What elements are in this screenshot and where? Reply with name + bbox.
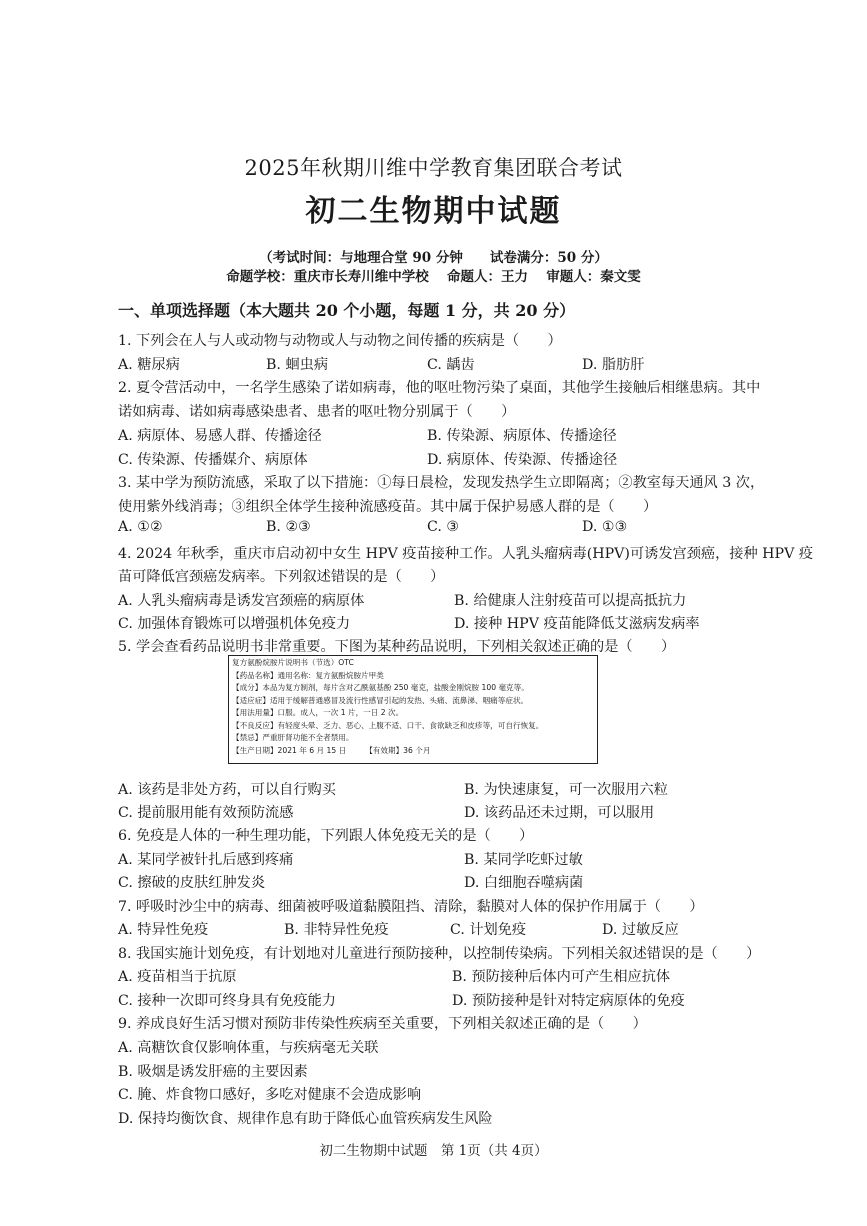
question-2-stem-line2: 诺如病毒、诺如病毒感染患者、患者的呕吐物分别属于（ ） [118, 404, 516, 420]
question-8-stem: 8. 我国实施计划免疫，有计划地对儿童进行预防接种，以控制传染病。下列相关叙述错误的是（ ） [118, 946, 761, 962]
question-9-option-a: A. 高糖饮食仅影响体重，与疾病毫无关联 [118, 1040, 379, 1056]
question-2-option-b: B. 传染源、病原体、传播途径 [427, 428, 617, 444]
question-1-stem: 1. 下列会在人与人或动物与动物或人与动物之间传播的疾病是（ ） [118, 333, 562, 349]
question-1-option-b: B. 蛔虫病 [266, 357, 329, 373]
drug-label-line: 【生产日期】2021 年 6 月 15 日 【有效期】36 个月 [232, 745, 431, 755]
question-4-stem-line1: 4. 2024 年秋季，重庆市启动初中女生 HPV 疫苗接种工作。人乳头瘤病毒(HPV)可诱发宫颈癌，接种 HPV 疫 [118, 546, 814, 562]
question-9-stem: 9. 养成良好生活习惯对预防非传染性疾病至关重要，下列相关叙述正确的是（ ） [118, 1016, 647, 1032]
question-3-option-d: D. ①③ [582, 519, 628, 535]
question-7-stem: 7. 呼吸时沙尘中的病毒、细菌被呼吸道黏膜阻挡、清除，黏膜对人体的保护作用属于（ ） [118, 899, 704, 915]
question-9-option-d: D. 保持均衡饮食、规律作息有助于降低心血管疾病发生风险 [118, 1111, 493, 1127]
question-2-option-c: C. 传染源、传播媒介、病原体 [118, 452, 308, 468]
drug-label-line: 【不良反应】有轻度头晕、乏力、恶心、上腹不适、口干、食欲缺乏和皮疹等，可自行恢复。 [232, 720, 544, 730]
drug-instruction-label [228, 655, 598, 764]
question-8-option-b: B. 预防接种后体内可产生相应抗体 [452, 969, 671, 985]
paper-title: 初二生物期中试题 [305, 194, 562, 229]
question-6-option-c: C. 擦破的皮肤红肿发炎 [118, 875, 266, 891]
question-2-option-a: A. 病原体、易感人群、传播途径 [118, 428, 322, 444]
question-5-option-c: C. 提前服用能有效预防流感 [118, 805, 294, 821]
question-3-option-c: C. ③ [427, 519, 460, 535]
question-3-stem-line2: 使用紫外线消毒；③组织全体学生接种流感疫苗。其中属于保护易感人群的是（ ） [118, 499, 658, 515]
drug-label-line: 【成分】本品为复方制剂，每片含对乙酰氨基酚 250 毫克，盐酸金刚烷胺 100 毫克等。 [232, 683, 529, 692]
question-1-option-c: C. 龋齿 [427, 357, 475, 373]
question-4-option-d: D. 接种 HPV 疫苗能降低艾滋病发病率 [454, 616, 700, 632]
question-4-option-b: B. 给健康人注射疫苗可以提高抵抗力 [454, 593, 687, 609]
question-1-option-a: A. 糖尿病 [118, 357, 180, 373]
question-3-option-b: B. ②③ [266, 519, 311, 535]
question-6-option-b: B. 某同学吃虾过敏 [464, 852, 583, 868]
drug-label-line: 复方氨酚烷胺片说明书（节选）OTC [232, 658, 354, 667]
drug-label-line: 【药品名称】通用名称：复方氨酚烷胺片甲类 [232, 670, 384, 680]
question-5-option-b: B. 为快速康复，可一次服用六粒 [464, 782, 668, 798]
drug-label-line: 【用法用量】口服。成人，一次 1 片，一日 2 次。 [232, 708, 404, 717]
section-title: 一、单项选择题（本大题共 20 个小题，每题 1 分，共 20 分） [118, 301, 576, 320]
exam-title: 2025年秋期川维中学教育集团联合考试 [244, 156, 623, 180]
question-2-option-d: D. 病原体、传染源、传播途径 [427, 452, 618, 468]
question-8-option-d: D. 预防接种是针对特定病原体的免疫 [452, 993, 685, 1009]
exam-info-authors: 命题学校：重庆市长寿川维中学校 命题人：王力 审题人：秦文雯 [226, 269, 641, 285]
exam-info-time: （考试时间：与地理合堂 90 分钟 试卷满分：50 分） [259, 250, 608, 266]
drug-label-line: 【禁忌】严重肝肾功能不全者禁用。 [232, 733, 354, 742]
drug-label-line: 【适应症】适用于缓解普通感冒及流行性感冒引起的发热、头痛、流鼻涕、咽痛等症状。 [232, 695, 529, 705]
question-4-stem-line2: 苗可降低宫颈癌发病率。下列叙述错误的是（ ） [118, 569, 445, 585]
question-7-option-c: C. 计划免疫 [450, 922, 527, 938]
question-1-option-d: D. 脂肪肝 [582, 357, 645, 373]
question-6-option-d: D. 白细胞吞噬病菌 [464, 875, 584, 891]
question-7-option-b: B. 非特异性免疫 [284, 922, 389, 938]
question-4-option-a: A. 人乳头瘤病毒是诱发宫颈癌的病原体 [118, 593, 365, 609]
question-9-option-b: B. 吸烟是诱发肝癌的主要因素 [118, 1064, 308, 1080]
question-3-stem-line1: 3. 某中学为预防流感，采取了以下措施：①每日晨检，发现发热学生立即隔离；②教室每天通风 3 次， [118, 475, 765, 491]
question-7-option-a: A. 特异性免疫 [118, 922, 209, 938]
question-7-option-d: D. 过敏反应 [602, 922, 679, 938]
question-4-option-c: C. 加强体育锻炼可以增强机体免疫力 [118, 616, 351, 632]
question-5-stem: 5. 学会查看药品说明书非常重要。下图为某种药品说明，下列相关叙述正确的是（ ） [118, 639, 676, 655]
question-6-stem: 6. 免疫是人体的一种生理功能，下列跟人体免疫无关的是（ ） [118, 828, 534, 844]
question-8-option-c: C. 接种一次即可终身具有免疫能力 [118, 993, 336, 1009]
question-5-option-a: A. 该药是非处方药，可以自行购买 [118, 782, 336, 798]
question-8-option-a: A. 疫苗相当于抗原 [118, 969, 237, 985]
question-3-option-a: A. ①② [118, 519, 163, 535]
page-footer: 初二生物期中试题 第 1页（共 4页） [319, 1143, 548, 1159]
question-2-stem-line1: 2. 夏令营活动中，一名学生感染了诺如病毒，他的呕吐物污染了桌面，其他学生接触后相继患病。其中 [118, 380, 761, 396]
question-9-option-c: C. 腌、炸食物口感好，多吃对健康不会造成影响 [118, 1087, 422, 1103]
question-6-option-a: A. 某同学被针扎后感到疼痛 [118, 852, 294, 868]
question-5-option-d: D. 该药品还未过期，可以服用 [464, 805, 655, 821]
